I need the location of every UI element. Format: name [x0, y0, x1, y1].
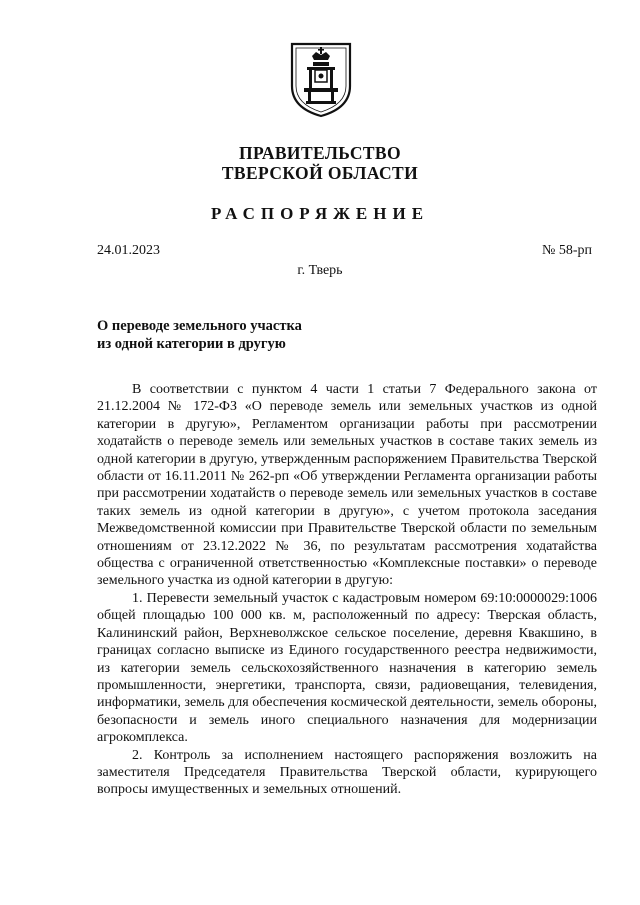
document-number: № 58-рп: [541, 243, 592, 258]
preamble-paragraph: В соответствии с пунктом 4 части 1 статьи 7 Федерального закона от 21.12.2004 № 172-ФЗ «О переводе земель или земельных участков из одной категории в другую», Регламентом организации работы при рассмотрении ходатайств о переводе земель или земельных участков в составе таких земель из одной категории в другую, утвержденным распоряжением Правительства Тверской области от 16.11.2011 № 262-рп «Об утверждении Регламента организации работы при рассмотрении ходатайств о переводе земель или земельных участков в составе таких земель из одной категории в другую», с учетом протокола заседания Межведомственной комиссии при Правительстве Тверской области по земельным отношениям от 23.12.2022 № 36, по результатам рассмотрения ходатайства общества с ограниченной ответственностью «Комплексные поставки» о переводе земельного участка из одной категории в другую:: [97, 382, 597, 589]
organization-name-line1: ПРАВИТЕЛЬСТВО: [238, 143, 402, 163]
coat-of-arms-icon: [290, 42, 352, 118]
document-date: 24.01.2023: [97, 243, 160, 258]
subject-line2: из одной категории в другую: [97, 336, 286, 352]
subject-line1: О переводе земельного участка: [97, 318, 302, 334]
document-body: [97, 381, 597, 799]
item-1-paragraph: 1. Перевести земельный участок с кадастровым номером 69:10:0000029:1006 общей площадью 100 000 кв. м, расположенный по адресу: Тверская область, Калининский район, Верхневолжское сельское поселение, деревня Квакшино, в границах согласно выписке из Единого государственного реестра недвижимости, из категории земель сельскохозяйственного назначения в категорию земель промышленности, энергетики, транспорта, связи, радиовещания, телевидения, информатики, земель для обеспечения космической деятельности, земель обороны, безопасности и земель иного специального назначения для модернизации агрокомплекса.: [97, 590, 597, 746]
document-city: г. Тверь: [297, 263, 343, 278]
item-2-paragraph: 2. Контроль за исполнением настоящего распоряжения возложить на заместителя Председателя Правительства Тверской области, курирующего вопросы имущественных и земельных отношений.: [97, 747, 597, 798]
document-type-title: РАСПОРЯЖЕНИЕ: [210, 204, 430, 223]
document-subject: [97, 317, 302, 353]
organization-name-line2: ТВЕРСКОЙ ОБЛАСТИ: [221, 163, 419, 183]
